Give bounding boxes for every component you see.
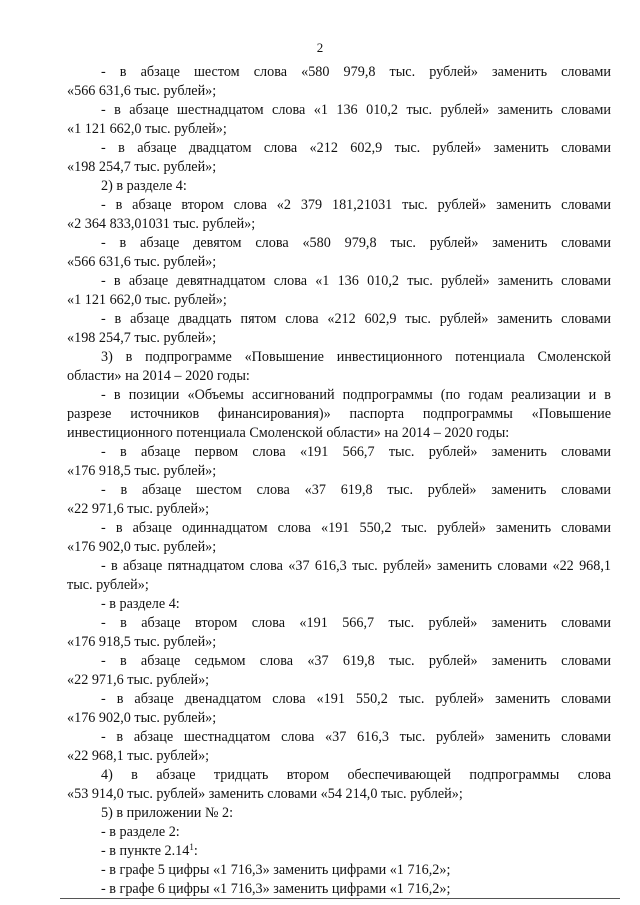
text-line: инвестиционного потенциала Смоленской области» на 2014 – 2020 годы: — [67, 425, 510, 441]
text-line: - в абзаце одиннадцатом слова «191 550,2 тыс. рублей» заменить словами — [101, 520, 611, 536]
text-line: 5) в приложении № 2: — [101, 805, 234, 821]
text-line: «198 254,7 тыс. рублей»; — [67, 330, 217, 346]
text-line: тыс. рублей»; — [67, 577, 149, 593]
text-line: - в абзаце седьмом слова «37 619,8 тыс. рублей» заменить словами — [101, 653, 611, 669]
text-line: - в абзаце девятнадцатом слова «1 136 010,2 тыс. рублей» заменить словами — [101, 273, 611, 289]
text-line: - в абзаце втором слова «2 379 181,21031 тыс. рублей» заменить словами — [101, 197, 611, 213]
text-line: «176 902,0 тыс. рублей»; — [67, 710, 217, 726]
text-line: - в абзаце двадцать пятом слова «212 602,9 тыс. рублей» заменить словами — [101, 311, 611, 327]
text-line: - в абзаце шестнадцатом слова «1 136 010,2 тыс. рублей» заменить словами — [101, 102, 611, 118]
text-line: - в абзаце шестом слова «37 619,8 тыс. рублей» заменить словами — [101, 482, 611, 498]
text-line — [67, 842, 611, 860]
text-fragment: : — [193, 843, 198, 859]
text-line: области» на 2014 – 2020 годы: — [67, 368, 250, 384]
text-line: «2 364 833,01031 тыс. рублей»; — [67, 216, 256, 232]
text-line: - в абзаце шестом слова «580 979,8 тыс. рублей» заменить словами — [101, 64, 611, 80]
text-line: - в разделе 2: — [101, 824, 180, 840]
page-bottom-rule — [60, 898, 620, 899]
text-line: «1 121 662,0 тыс. рублей»; — [67, 292, 227, 308]
page-number: 2 — [316, 40, 324, 55]
text-line: 2) в разделе 4: — [101, 178, 187, 194]
text-line: - в абзаце шестнадцатом слова «37 616,3 тыс. рублей» заменить словами — [101, 729, 611, 745]
text-line: «566 631,6 тыс. рублей»; — [67, 254, 217, 270]
text-line: «22 968,1 тыс. рублей»; — [67, 748, 210, 764]
text-line: «176 918,5 тыс. рублей»; — [67, 463, 217, 479]
text-line: - в абзаце двадцатом слова «212 602,9 тыс. рублей» заменить словами — [101, 140, 611, 156]
text-line: «176 918,5 тыс. рублей»; — [67, 634, 217, 650]
text-line: «176 902,0 тыс. рублей»; — [67, 539, 217, 555]
text-line: - в позиции «Объемы ассигнований подпрограммы (по годам реализации и в — [101, 387, 611, 403]
text-line: «22 971,6 тыс. рублей»; — [67, 672, 210, 688]
text-line: 3) в подпрограмме «Повышение инвестиционного потенциала Смоленской — [101, 349, 611, 365]
text-line: - в абзаце девятом слова «580 979,8 тыс. рублей» заменить словами — [101, 235, 611, 251]
text-line: - в абзаце двенадцатом слова «191 550,2 тыс. рублей» заменить словами — [101, 691, 611, 707]
text-line: разрезе источников финансирования)» паспорта подпрограммы «Повышение — [67, 406, 611, 422]
text-line: «1 121 662,0 тыс. рублей»; — [67, 121, 227, 137]
text-line: «53 914,0 тыс. рублей» заменить словами «54 214,0 тыс. рублей»; — [67, 786, 463, 802]
footnote-mark: 1 — [189, 842, 194, 852]
text-line: «198 254,7 тыс. рублей»; — [67, 159, 217, 175]
text-line: - в графе 5 цифры «1 716,3» заменить цифрами «1 716,2»; — [101, 862, 451, 878]
text-line: «566 631,6 тыс. рублей»; — [67, 83, 217, 99]
text-line: - в абзаце втором слова «191 566,7 тыс. рублей» заменить словами — [101, 615, 611, 631]
text-line: - в графе 6 цифры «1 716,3» заменить цифрами «1 716,2»; — [101, 881, 451, 897]
text-line: - в абзаце первом слова «191 566,7 тыс. рублей» заменить словами — [101, 444, 611, 460]
text-line: «22 971,6 тыс. рублей»; — [67, 501, 210, 517]
text-fragment: - в пункте 2.14 — [101, 843, 190, 859]
text-line: - в разделе 4: — [101, 596, 180, 612]
text-line: - в абзаце пятнадцатом слова «37 616,3 тыс. рублей» заменить словами «22 968,1 — [101, 558, 611, 574]
text-line: 4) в абзаце тридцать втором обеспечивающей подпрограммы слова — [101, 767, 611, 783]
